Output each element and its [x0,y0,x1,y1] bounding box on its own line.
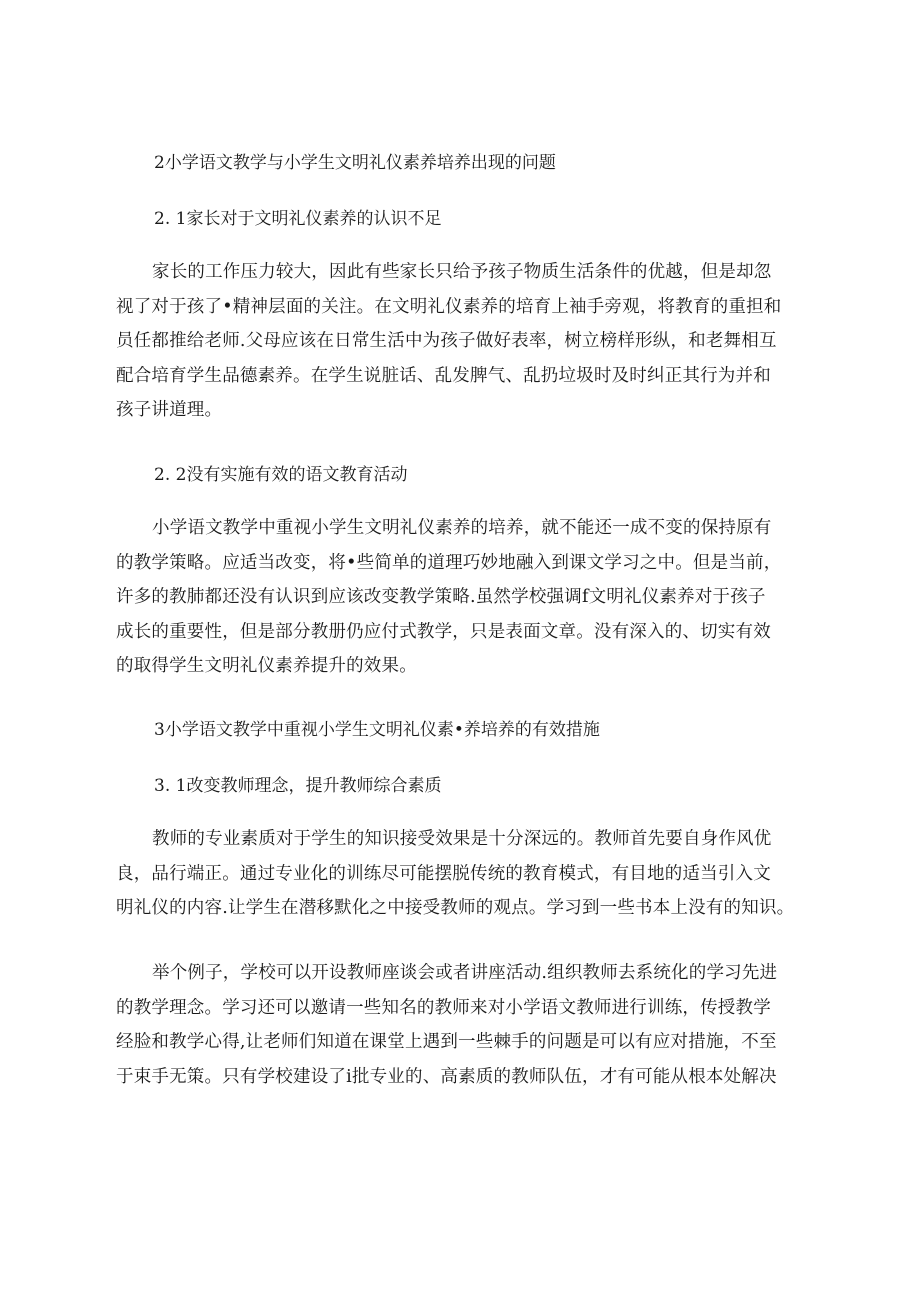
paragraph-2-2 [116,511,806,684]
paragraph-line: 良，品行端正。通过专业化的训练尽可能摆脱传统的教育模式，有目地的适当引入文 [116,863,771,884]
paragraph-line: 员任都推给老师.父母应该在日常生活中为孩子做好表率，树立榜样形纵，和老舞相互 [116,331,777,352]
paragraph-line: 家长的工作压力较大，因此有些家长只给予孩子物质生活条件的优越，但是却忽 [152,262,772,282]
paragraph-3-1-a [116,822,806,926]
paragraph-line: 经脸和教学心得,让老师们知道在课堂上遇到一些棘手的问题是可以有应对措施，不至 [116,1032,777,1053]
section-2-2-heading: 2. 2没有实施有效的语文教育活动 [154,465,408,485]
paragraph-line: 配合培育学生品德素养。在学生说脏话、乱发脾气、乱扔垃圾时及时纠正其行为并和 [116,365,771,386]
paragraph-line: 于束手无策。只有学校建设了i批专业的、高素质的教师队伍，才有可能从根本处解决 [116,1066,777,1087]
section-2-1-heading: 2. 1家长对于文明礼仪素养的认识不足 [154,209,442,229]
paragraph-line: 孩子讲道理。 [116,400,223,421]
paragraph-line: 明礼仪的内容.让学生在潜移默化之中接受教师的观点。学习到一些书本上没有的知识。 [116,898,795,919]
paragraph-2-1 [116,255,806,428]
paragraph-line: 许多的教肺都还没有认识到应该改变教学策略.虽然学校强调f文明礼仪素养对于孩子 [116,587,766,608]
paragraph-line: 教师的专业素质对于学生的知识接受效果是十分深远的。教师首先要自身作风优 [152,829,772,849]
section-2-heading: 2小学语文教学与小学生文明礼仪素养培养出现的问题 [154,153,556,173]
paragraph-line: 举个例子，学校可以开设教师座谈会或者讲座活动.组织教师去系统化的学习先进 [152,963,778,983]
section-3-heading: 3小学语文教学中重视小学生文明礼仪素•养培养的有效措施 [154,720,600,740]
paragraph-line: 的教学理念。学习还可以邀请一些知名的教师来对小学语文教师进行训练，传授教学 [116,997,771,1018]
paragraph-line: 小学语文教学中重视小学生文明礼仪素养的培养，就不能还一成不变的保持原有 [152,518,772,538]
paragraph-line: 成长的重要性，但是部分教册仍应付式教学，只是表面文章。没有深入的、切实有效 [116,621,771,642]
section-3-1-heading: 3. 1改变教师理念，提升教师综合素质 [154,776,442,796]
paragraph-line: 的取得学生文明礼仪素养提升的效果。 [116,656,417,677]
paragraph-line: 视了对于孩了•精神层面的关注。在文明礼仪素养的培育上袖手旁观，将教育的重担和 [116,296,782,317]
paragraph-3-1-b [116,956,806,1094]
paragraph-line: 的教学策略。应适当改变，将•些简单的道理巧妙地融入到课文学习之中。但是当前， [116,552,782,573]
